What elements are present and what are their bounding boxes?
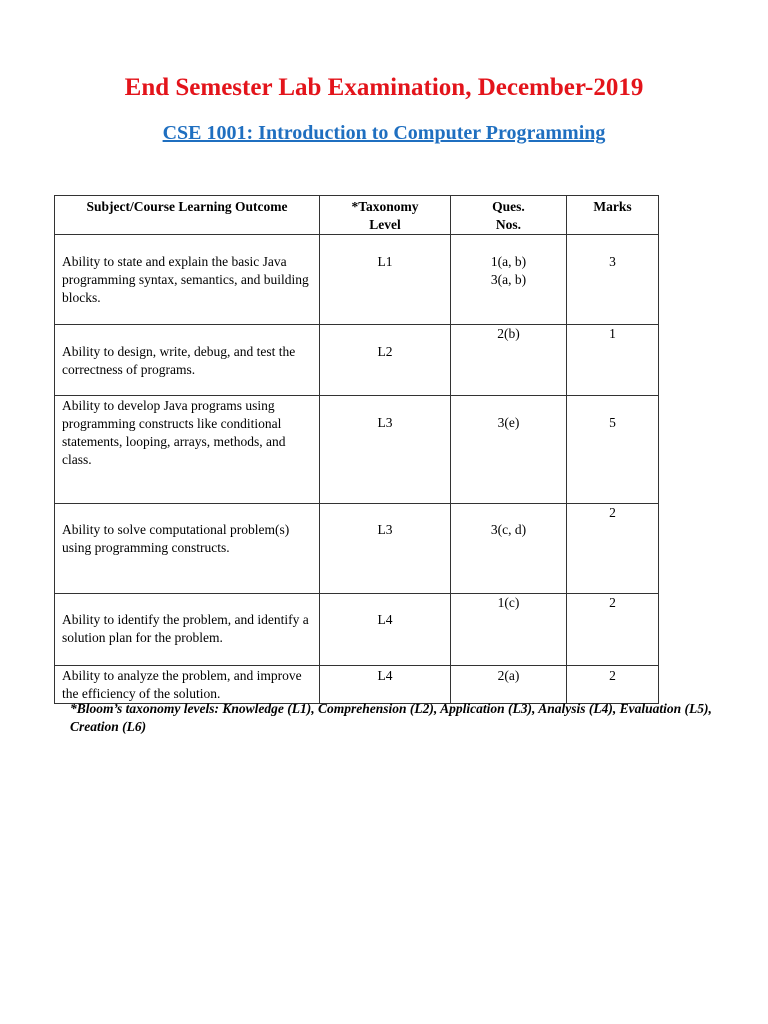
table-row [55,235,659,325]
ques-cell: 2(b) [451,325,567,396]
header-ques-nos-text: Ques. Nos. [492,199,525,232]
level-cell: L4 [320,666,451,704]
table-row [55,396,659,504]
level-cell: L2 [320,325,451,396]
outcome-cell: Ability to develop Java programs using programming constructs like conditional statements, looping, arrays, methods, and class. [55,396,320,504]
ques-line: 3(a, b) [490,272,527,287]
ques-cell [451,235,567,325]
outcome-cell: Ability to analyze the problem, and improve the efficiency of the solution. [55,666,320,704]
learning-outcome-table [54,195,659,704]
header-taxonomy-level-text: *Taxonomy Level [351,199,419,232]
course-title [0,122,768,145]
marks-cell: 2 [567,594,659,666]
ques-cell: 3(e) [451,396,567,504]
ques-cell: 3(c, d) [451,504,567,594]
level-cell: L4 [320,594,451,666]
taxonomy-footnote: *Bloom’s taxonomy levels: Knowledge (L1), Comprehension (L2), Application (L3), Analysis (L4), Evaluation (L5), Creation (L6) [70,701,712,734]
outcome-cell: Ability to identify the problem, and identify a solution plan for the problem. [55,594,320,666]
header-outcome: Subject/Course Learning Outcome [55,196,320,235]
ques-cell: 2(a) [451,666,567,704]
table-row [55,504,659,594]
course-title-text: CSE 1001: Introduction to Computer Programming [162,122,606,144]
table-header-row [55,196,659,235]
outcome-cell: Ability to design, write, debug, and test the correctness of programs. [55,325,320,396]
table-row [55,594,659,666]
exam-title: End Semester Lab Examination, December-2019 [124,74,644,101]
header-marks: Marks [567,196,659,235]
marks-cell: 1 [567,325,659,396]
outcome-cell: Ability to solve computational problem(s) using programming constructs. [55,504,320,594]
marks-cell: 3 [567,235,659,325]
level-cell: L3 [320,396,451,504]
table-row [55,666,659,704]
level-cell: L1 [320,235,451,325]
marks-cell: 2 [567,666,659,704]
outcome-cell: Ability to state and explain the basic Java programming syntax, semantics, and building blocks. [55,235,320,325]
ques-line: 1(a, b) [490,254,527,269]
ques-cell: 1(c) [451,594,567,666]
header-taxonomy-level [320,196,451,235]
marks-cell: 2 [567,504,659,594]
marks-cell: 5 [567,396,659,504]
level-cell: L3 [320,504,451,594]
table-row [55,325,659,396]
header-ques-nos [451,196,567,235]
